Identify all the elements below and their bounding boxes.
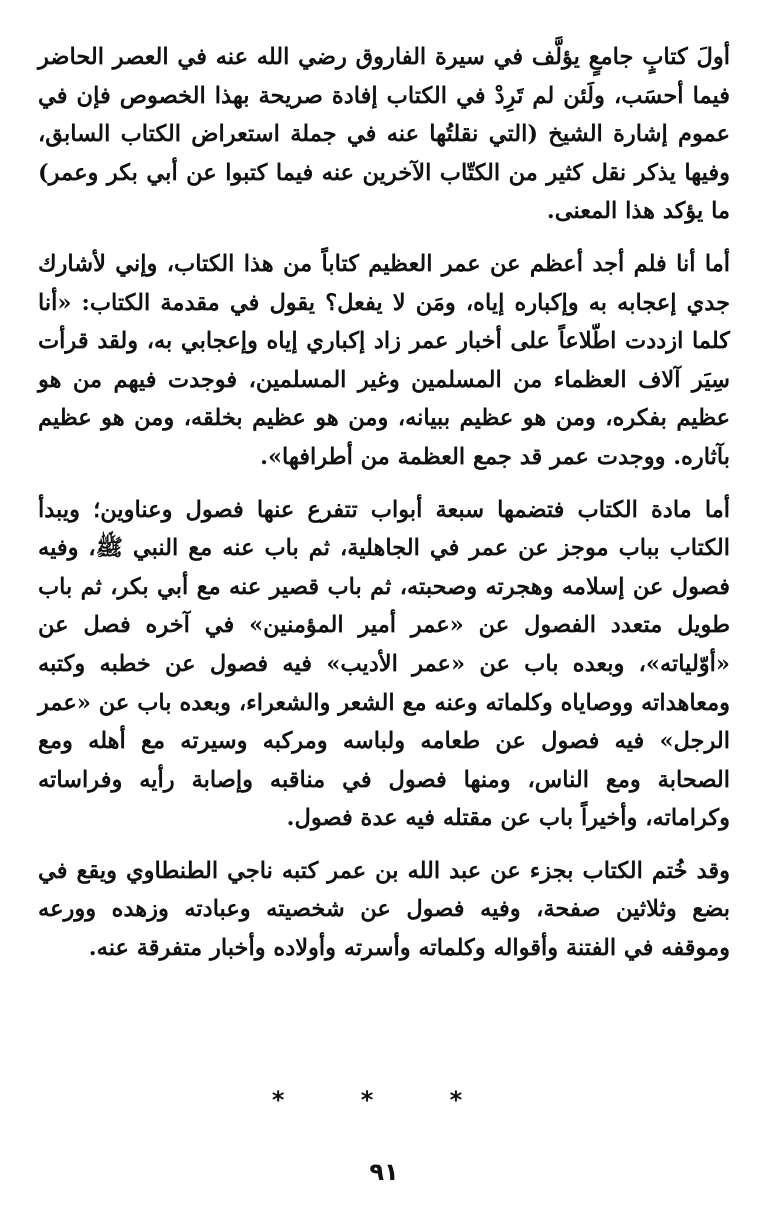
paragraph-2: أما أنا فلم أجد أعظم عن عمر العظيم كتاباً من هذا الكتاب، وإني لأشارك جدي إعجابه به وإكباره إياه، ومَن لا يفعل؟ يقول في مقدمة الكتاب: «أنا كلما ازددت اطّلاعاً على أخبار عمر زاد إكباري إياه وإعجابي به، ولقد قرأت سِيَر آلاف العظماء من المسلمين وغير المسلمين، فوجدت فيهم من هو عظيم بفكره، ومن هو عظيم ببيانه، ومن هو عظيم بخلقه، ومن هو عظيم بآثاره. ووجدت عمر قد جمع العظمة من أطرافها». bbox=[38, 250, 730, 470]
page-number: ٩١ bbox=[369, 1158, 399, 1186]
page-body bbox=[38, 38, 730, 968]
paragraph-1: أولَ كتابٍ جامعٍ يؤلَّف في سيرة الفاروق رضي الله عنه في العصر الحاضر فيما أحسَب، ولَئن لم تَرِدْ في الكتاب إفادة صريحة بهذا الخصوص فإن في عموم إشارة الشيخ (التي نقلتُها عنه في جملة استعراض الكتاب السابق، وفيها يذكر نقل كثير من الكتّاب الآخرين عنه فيما كتبوا عن أبي بكر وعمر) ما يؤكد هذا المعنى. bbox=[38, 44, 730, 225]
section-separator: * * * bbox=[271, 1086, 497, 1114]
paragraph-4: وقد خُتم الكتاب بجزء عن عبد الله بن عمر كتبه ناجي الطنطاوي ويقع في بضع وثلاثين صفحة، وفيه فصول عن شخصيته وعبادته وزهده وورعه وموقفه في الفتنة وأقواله وكلماته وأسرته وأولاده وأخبار متفرقة عنه. bbox=[38, 857, 730, 962]
paragraph-3: أما مادة الكتاب فتضمها سبعة أبواب تتفرع عنها فصول وعناوين؛ ويبدأ الكتاب بباب موجز عن عمر في الجاهلية، ثم باب عنه مع النبي ﷺ، وفيه فصول عن إسلامه وهجرته وصحبته، ثم باب قصير عنه مع أبي بكر، ثم باب طويل متعدد الفصول عن «عمر أمير المؤمنين» في آخره فصل عن «أوّلياته»، وبعده باب عن «عمر الأديب» فيه فصول عن خطبه وكتبه ومعاهداته ووصاياه وكلماته وعنه مع الشعر والشعراء، وبعده باب عن «عمر الرجل» فيه فصول عن طعامه ولباسه ومركبه وسيرته مع أهله ومع الصحابة ومع الناس، ومنها فصول في مناقبه وإصابة رأيه وفراساته وكراماته، وأخيراً باب عن مقتله فيه عدة فصول. bbox=[38, 496, 730, 832]
